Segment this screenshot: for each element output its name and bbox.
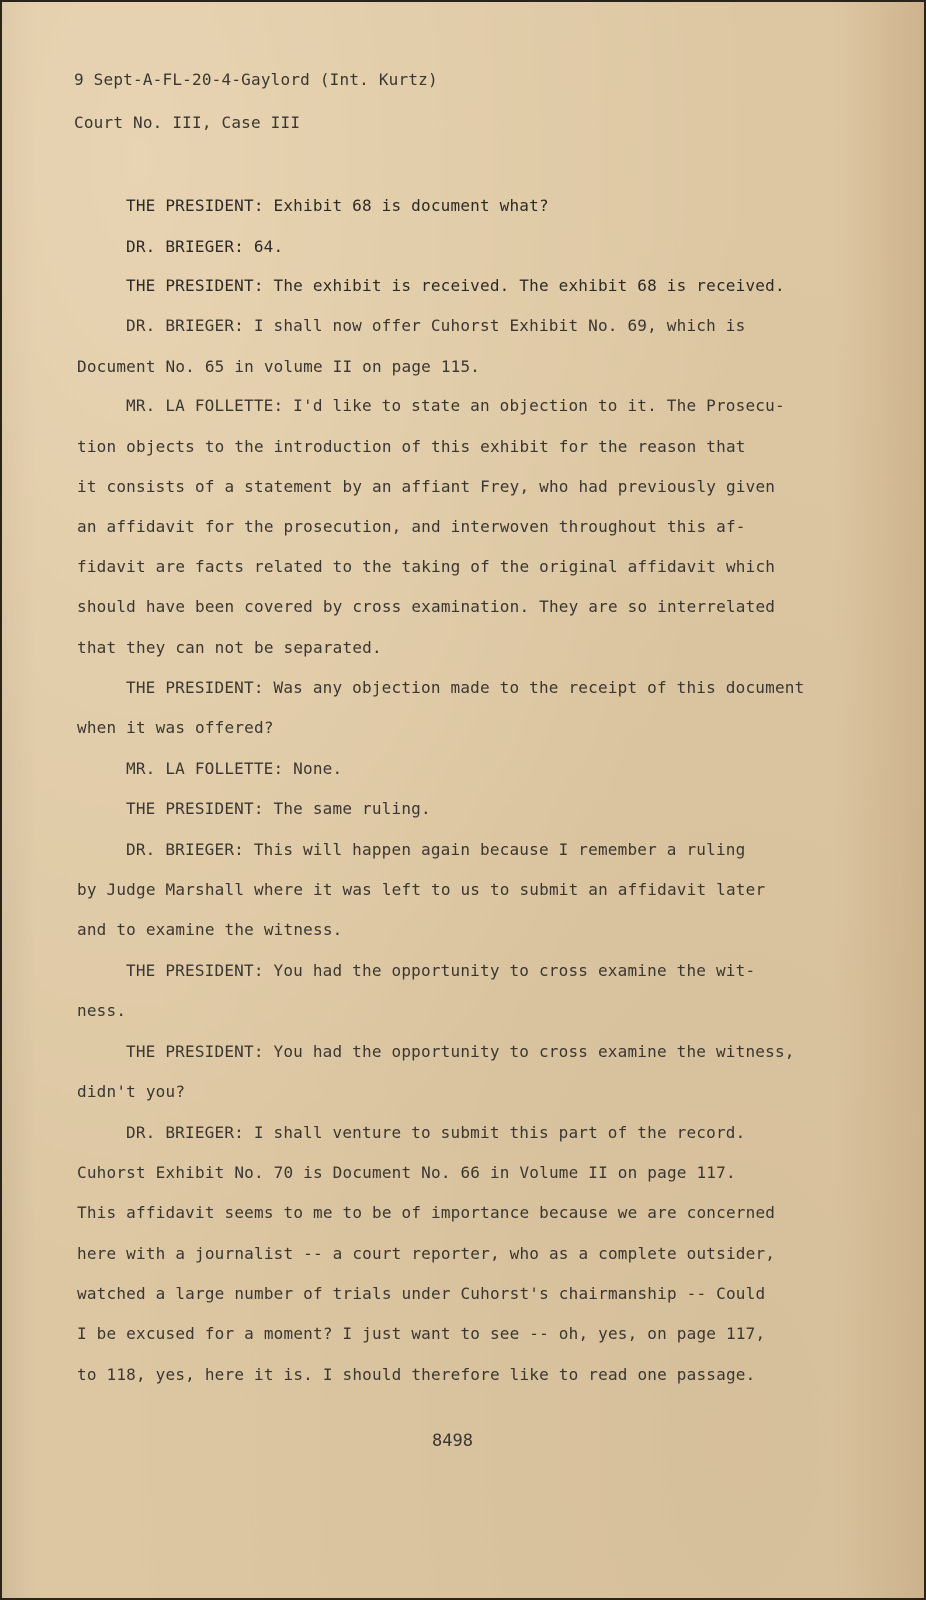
header-line-1: 9 Sept-A-FL-20-4-Gaylord (Int. Kurtz): [74, 70, 438, 89]
body-line: THE PRESIDENT: You had the opportunity to cross examine the witness,: [126, 1042, 795, 1061]
header-line-2: Court No. III, Case III: [74, 113, 301, 132]
body-line: here with a journalist -- a court reporter, who as a complete outsider,: [77, 1244, 776, 1263]
body-line: when it was offered?: [77, 718, 274, 737]
body-line: to 118, yes, here it is. I should therefore like to read one passage.: [77, 1365, 756, 1384]
body-line: Cuhorst Exhibit No. 70 is Document No. 66 in Volume II on page 117.: [77, 1163, 736, 1182]
body-line: that they can not be separated.: [77, 638, 382, 657]
body-line: THE PRESIDENT: The same ruling.: [126, 799, 431, 818]
body-line: DR. BRIEGER: This will happen again because I remember a ruling: [126, 840, 746, 859]
body-line: MR. LA FOLLETTE: I'd like to state an objection to it. The Prosecu-: [126, 396, 785, 415]
body-line: MR. LA FOLLETTE: None.: [126, 759, 343, 778]
body-line: watched a large number of trials under Cuhorst's chairmanship -- Could: [77, 1284, 766, 1303]
body-line: This affidavit seems to me to be of importance because we are concerned: [77, 1203, 776, 1222]
body-line: it consists of a statement by an affiant Frey, who had previously given: [77, 477, 776, 496]
body-line: should have been covered by cross examination. They are so interrelated: [77, 597, 776, 616]
page-number: 8498: [432, 1431, 473, 1451]
body-line: didn't you?: [77, 1082, 186, 1101]
body-line: THE PRESIDENT: The exhibit is received. The exhibit 68 is received.: [126, 276, 785, 295]
body-line: DR. BRIEGER: I shall venture to submit this part of the record.: [126, 1123, 746, 1142]
body-line: THE PRESIDENT: You had the opportunity to cross examine the wit-: [126, 961, 756, 980]
body-line: by Judge Marshall where it was left to us to submit an affidavit later: [77, 880, 766, 899]
body-line: ness.: [77, 1001, 127, 1020]
body-line: DR. BRIEGER: 64.: [126, 237, 284, 256]
body-line: Document No. 65 in volume II on page 115.: [77, 357, 481, 376]
body-line: DR. BRIEGER: I shall now offer Cuhorst Exhibit No. 69, which is: [126, 316, 746, 335]
body-line: tion objects to the introduction of this exhibit for the reason that: [77, 437, 746, 456]
body-line: THE PRESIDENT: Was any objection made to the receipt of this document: [126, 678, 805, 697]
body-line: an affidavit for the prosecution, and interwoven throughout this af-: [77, 517, 746, 536]
body-line: fidavit are facts related to the taking of the original affidavit which: [77, 557, 776, 576]
body-line: THE PRESIDENT: Exhibit 68 is document what?: [126, 196, 549, 215]
body-line: I be excused for a moment? I just want to see -- oh, yes, on page 117,: [77, 1324, 766, 1343]
body-line: and to examine the witness.: [77, 920, 343, 939]
